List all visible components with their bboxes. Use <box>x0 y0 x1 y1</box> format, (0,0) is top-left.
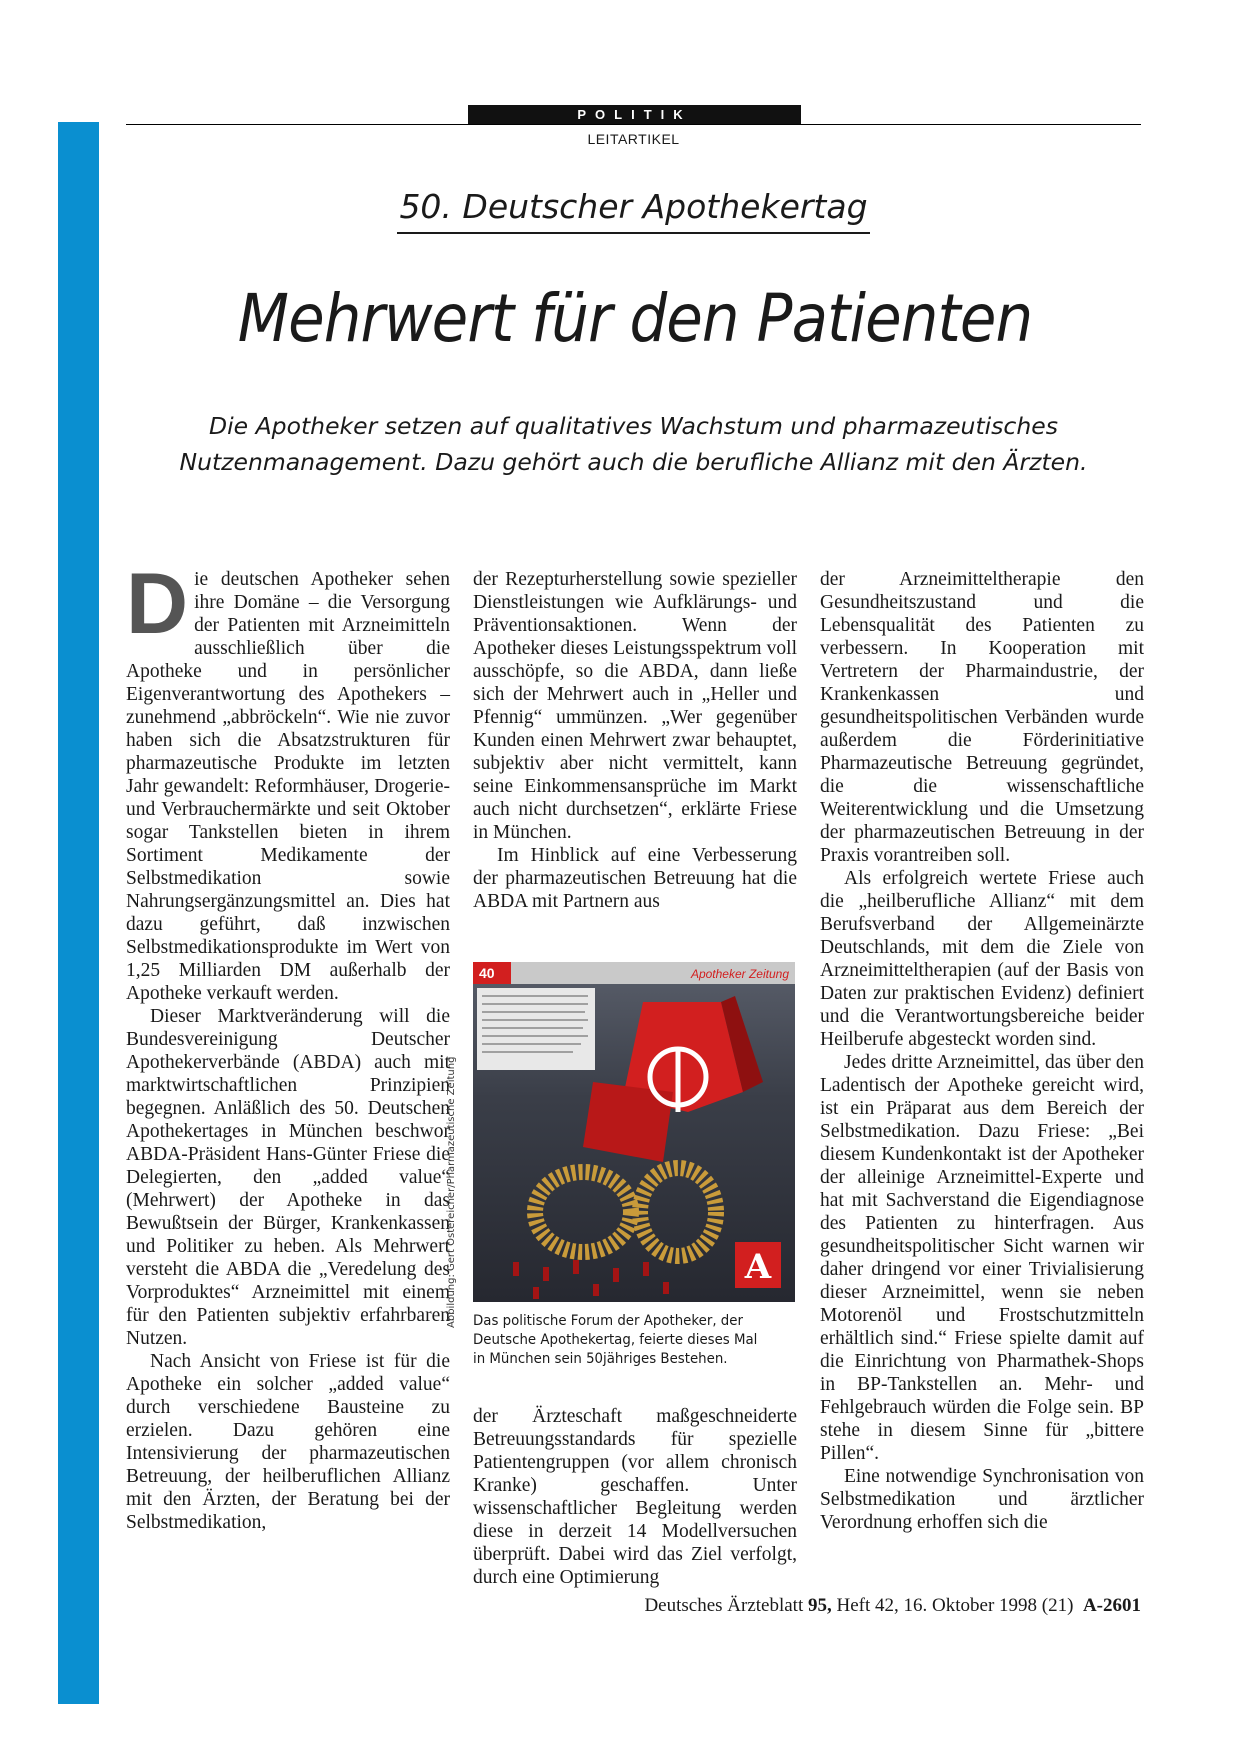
crowd-number-0 <box>640 1168 716 1256</box>
text-column-3 <box>820 568 1144 1534</box>
paragraph <box>126 556 450 1005</box>
blue-side-bar <box>58 122 99 1704</box>
kicker-text: 50. Deutscher Apothekertag <box>397 187 869 234</box>
figurines <box>513 1260 669 1299</box>
paragraph: Dieser Marktveränderung will die Bundesvereinigung Deutscher Apothekerverbände (ABDA) auch mit marktwirtschaftlichen Prinzipien begegnen. Anläßlich des 50. Deutschen Apothekertages in München beschwor ABDA-Präsident Hans-Günter Friese die Delegierten, den „added value“ (Mehrwert) der Apotheke in das Bewußtsein der Bürger, Krankenkassen und Politiker zu heben. Als Mehrwert versteht die ABDA die „Veredelung des Vorproduktes“ Arzneimittel mit einem für den Patienten subjektiv erfahrbaren Nutzen. <box>126 1006 450 1349</box>
deck-line: Die Apotheker setzen auf qualitatives Wachstum und pharmazeutisches <box>209 412 1058 440</box>
paragraph: Jedes dritte Arzneimittel, das über den Ladentisch der Apotheke gereicht wird, ist ein Präparat aus dem Bereich der Selbstmedikation. Dazu Friese: „Bei diesem Kundenkontakt ist der Apotheker der alleinige Arzneimittel-Experte und hat mit Sachverstand die Eigendiagnose des Patienten zu hinterfragen. Aus gesundheitspolitischer Sicht warnen wir daher dringend vor einer Trivialisierung dieser Arzneimittel, wenn sie neben Motorenöl und Frostschutzmitteln erhältlich sind.“ Friese spielte damit auf die Einrichtung von Pharmathek-Shops in BP-Tankstellen an. Mehr- und Fehlgebrauch würden die Folge sein. BP stehe in diesem Sinne für „bittere Pillen“. <box>820 1052 1144 1464</box>
article-photo <box>473 962 795 1302</box>
section-label: POLITIK <box>468 105 801 124</box>
photo-illustration <box>473 962 795 1302</box>
article-kicker <box>126 187 1141 234</box>
text-column-1 <box>126 556 450 1534</box>
paragraph: Im Hinblick auf eine Verbesserung der pharmazeutischen Betreuung hat die ABDA mit Partnern aus <box>473 845 797 912</box>
magazine-number: 40 <box>479 965 495 981</box>
volume-number: 95, <box>808 1595 832 1616</box>
paragraph: Nach Ansicht von Friese ist für die Apotheke ein solcher „added value“ durch verschiedene Bausteine zu erzielen. Dazu gehören eine Intensivierung der pharmazeutischen Betreuung, der heilberuflichen Allianz mit den Ärzten, der Beratung bei der Selbstmedikation, <box>126 1351 450 1533</box>
paragraph: der Ärzteschaft maßgeschneiderte Betreuungsstandards für spezielle Patientengruppen (vor allem chronisch Kranke) geschaffen. Unter wissenschaftlicher Begleitung werden diese in derzeit 14 Modellversuchen überprüft. Dabei wird das Ziel verfolgt, durch eine Optimierung <box>473 1406 797 1588</box>
cover-text-block <box>477 988 595 1070</box>
paragraph: Als erfolgreich wertete Friese auch die „heilberufliche Allianz“ mit dem Berufsverband der Allgemeinärzte Deutschlands, mit dem die Ziele von Arzneimitteltherapien (auf der Basis von Daten zur praktischen Evidenz) definiert und die Verantwortungsbereiche beider Heilberufe abgesteckt worden sind. <box>820 868 1144 1050</box>
page-footer <box>126 1595 1141 1617</box>
text-column-2 <box>473 568 797 913</box>
deck-line: Nutzenmanagement. Dazu gehört auch die berufliche Allianz mit den Ärzten. <box>179 448 1088 476</box>
paragraph: Eine notwendige Synchronisation von Selbstmedikation und ärztlicher Verordnung erhoffen sich die <box>820 1466 1144 1533</box>
paragraph-text: ie deutschen Apotheker sehen ihre Domäne – die Versorgung der Patienten mit Arzneimitteln ausschließlich über die Apotheke und in persönlicher Eigenverantwortung des Apothekers – zunehmend „abbröckeln“. Wie nie zuvor haben sich die Absatzstrukturen für pharmazeutische Produkte im letzten Jahr gewandelt: Reformhäuser, Drogerie- und Verbrauchermärkte und seit Oktober sogar Tankstellen bieten in ihrem Sortiment Medikamente der Selbstmedikation sowie Nahrungsergänzungsmittel an. Dies hat dazu geführt, daß inzwischen Selbstmedikationsprodukte im Wert von 1,25 Milliarden DM außerhalb der Apotheke verkauft werden. <box>126 569 450 1004</box>
article-headline: Mehrwert für den Patienten <box>237 280 1033 357</box>
page-number: A-2601 <box>1082 1595 1141 1616</box>
drop-cap: D <box>126 556 189 652</box>
svg-text:A: A <box>744 1247 772 1287</box>
paragraph: der Rezepturherstellung sowie spezieller Dienstleistungen wie Aufklärungs- und Präventionsaktionen. Wenn der Apotheker dieses Leistungsspektrum voll ausschöpfe, so die ABDA, dann ließe sich der Mehrwert auch in „Heller und Pfennig“ ummünzen. „Wer gegenüber Kunden einen Mehrwert zwar behauptet, subjektiv aber nicht vermittelt, kann seine Einkommensansprüche im Markt auch nicht durchsetzen“, erklärte Friese in München. <box>473 569 797 843</box>
text-column-2-continued <box>473 1405 797 1589</box>
photo-credit: Abbildung: Gert Ostereicher/Pharmazeutische Zeitung <box>446 1056 457 1328</box>
magazine-name: Apotheker Zeitung <box>690 967 789 981</box>
article-deck <box>126 408 1141 480</box>
paragraph: der Arzneimitteltherapie den Gesundheitszustand und die Lebensqualität des Patienten zu verbessern. In Kooperation mit Vertretern der Pharmaindustrie, der Krankenkassen und gesundheitspolitischen Verbänden wurde außerdem die Förderinitiative Pharmazeutische Betreuung gegründet, die die wissenschaftliche Weiterentwicklung und die Umsetzung der pharmazeutischen Betreuung in der Praxis vorantreiben soll. <box>820 569 1144 866</box>
header-rule <box>126 124 1141 125</box>
subsection-label: LEITARTIKEL <box>587 131 680 147</box>
photo-caption: Das politische Forum der Apotheker, der Deutsche Apothekertag, feierte dieses Mal in München sein 50jähriges Bestehen. <box>473 1313 758 1367</box>
journal-name: Deutsches Ärzteblatt <box>644 1595 804 1616</box>
issue-info: Heft 42, 16. Oktober 1998 (21) <box>836 1595 1074 1616</box>
crowd-number-5 <box>535 1172 631 1252</box>
